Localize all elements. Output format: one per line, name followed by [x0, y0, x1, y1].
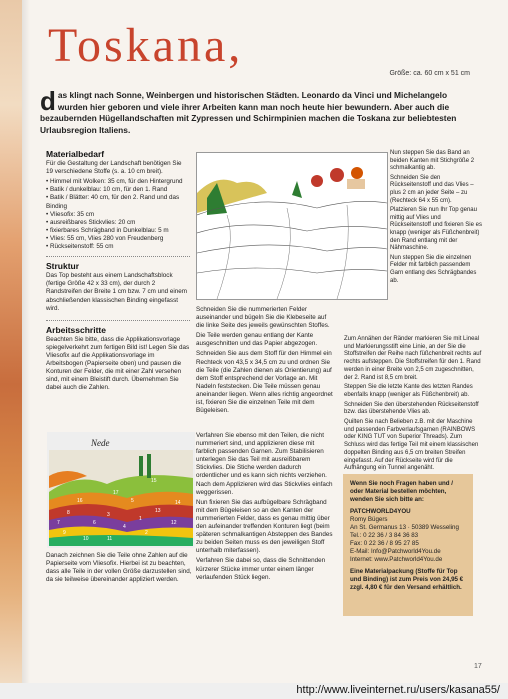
middle-paragraph: Verfahren Sie dabei so, dass die Schnittenden kürzerer Stücke immer unter einem länger verlaufenden Stück liegen. — [196, 557, 326, 581]
arbeit-heading: Arbeitsschritte — [46, 324, 106, 335]
material-item: • Himmel mit Wolken: 35 cm, für den Hintergrund — [46, 178, 190, 186]
quilt-number: 17 — [113, 490, 119, 496]
divider — [46, 315, 190, 321]
info-web[interactable]: Internet: www.Patchworld4You.de — [350, 556, 443, 563]
material-item: • ausreißbares Stickvlies: 20 cm — [46, 219, 190, 227]
struktur-heading: Struktur — [46, 261, 80, 272]
quilt-number: 14 — [175, 500, 181, 506]
right-paragraph: Schneiden Sie den Rückseitenstoff und das Vlies – plus 2 cm an jeder Seite – zu (Rechteck 64 x 55 cm). — [390, 174, 474, 204]
middle-column-lower — [196, 432, 334, 584]
info-name: Romy Bügers — [350, 516, 388, 523]
material-heading: Materialbedarf — [46, 149, 105, 159]
quilt-number: 13 — [155, 508, 161, 514]
info-email[interactable]: E-Mail: Info@Patchworld4You.de — [350, 548, 441, 555]
struktur-text: Das Top besteht aus einem Landschaftsblock (fertige Größe 42 x 33 cm), der durch 2 Randstreifen der Breite 1 cm bzw. 7 cm und einem abschließenden klassischen Binding eingefasst wird. — [46, 272, 188, 312]
quilt-number: 10 — [83, 536, 89, 542]
size-label: Größe: ca. 60 cm x 51 cm — [389, 70, 470, 77]
quilt-image — [47, 432, 195, 548]
middle-paragraph: Nun fixieren Sie das aufbügelbare Schrägband mit dem Bügeleisen so an den Kanten der nummerierten Felder, dass es genau mittig über den aufeinander treffenden Konturen liegt (beim späteren schmalkantigen Absteppen des Bandes zu beiden Seiten muss es den jeweiligen Stoff unterhalb miterfassen). — [196, 498, 333, 555]
middle-paragraph: Verfahren Sie ebenso mit den Teilen, die nicht nummeriert sind, und applizieren diese mit farblich passenden Garnen. Zum Stabilisieren unterlegen Sie das Teil mit ausreißbarem Stickvlies. Die Stiche werden dadurch ordentlicher und es kann sich nichts verziehen. Nach dem Applizieren wird das Stickvlies einfach weggerissen. — [196, 432, 333, 496]
quilt-number: 4 — [123, 524, 126, 530]
quilt-label: Nede — [91, 438, 110, 448]
arbeit-bottom-text: Danach zeichnen Sie die Teile ohne Zahlen auf die Papierseite vom Vliesofix. Hierbei ist zu beachten, dass alle Teile in der vollen Größe darzustellen sind, da sie teilweise übereinander appliziert werden. — [46, 552, 192, 584]
info-intro: Wenn Sie noch Fragen haben und / oder Material bestellen möchten, wenden Sie sich bitte an: — [350, 480, 454, 503]
right-paragraph: Quilten Sie nach Belieben z.B. mit der Maschine und passenden Farbverlaufsgarnen (RAINBOWS oder KING TUT von Superior Threads). Zum Schluss wird das fertige Teil mit einem klassischen doppelten Binding aus 6,5 cm breiten Streifen eingefasst. Auf der Rückseite wird für die Aufhängung ein Tunnel angenäht. — [344, 419, 479, 472]
quilt-number: 11 — [107, 536, 113, 542]
left-column — [46, 150, 190, 394]
material-item: • fixierbares Schrägband in Dunkelblau: 5 m — [46, 227, 190, 235]
material-item: • Vlies: 55 cm, Vlies 280 von Freudenberg — [46, 235, 190, 243]
right-column — [390, 150, 482, 287]
material-item: • Batik / dunkelblau: 10 cm, für den 1. Rand — [46, 186, 190, 194]
quilt-number: 16 — [77, 498, 83, 504]
quilt-number: 8 — [67, 510, 70, 516]
info-tel: Tel.: 0 22 36 / 3 84 36 83 — [350, 532, 419, 539]
right-paragraph: Zum Annähen der Ränder markieren Sie mit Lineal und Markierungsstift eine Linie, an der Sie die Stoffstreifen der Reihe nach füßchenbreit rechts auf rechts aufsteppen. Die Stoffstreifen für den 1. Rand werden in einer Breite von 2,5 cm zugeschnitten, der 2. Rand ist 8,5 cm breit. — [344, 336, 482, 381]
material-item: • Vliesofix: 35 cm — [46, 211, 190, 219]
middle-paragraph: Schneiden Sie aus dem Stoff für den Himmel ein Rechteck von 43,5 x 34,5 cm zu und ordnen Sie die Teile (die Zahlen dienen als Orientierung) auf dem Stoff entsprechend der Vorlage an. Mit Nadeln feststecken. Die Teile müssen genau aneinander liegen. Wenn alles richtig angeordnet ist, fixieren Sie die einzelnen Teile mit dem Bügeleisen. — [196, 350, 333, 415]
quilt-number: 2 — [145, 530, 148, 536]
quilt-number: 12 — [171, 520, 177, 526]
quilt-number: 3 — [107, 512, 110, 518]
right-paragraph: Platzieren Sie nun Ihr Top genau mittig auf Vlies und Rückseitenstoff und fixieren Sie es knapp (weniger als Füßchenbreit) den Rand entlang mit der Nähmaschine. — [390, 207, 482, 252]
right-paragraph: Steppen Sie die letzte Kante des letzten Randes ebenfalls knapp (weniger als Füßchenbreit) ab. — [344, 384, 473, 398]
right-paragraph: Nun steppen Sie das Band an beiden Kanten mit Stichgröße 2 schmalkantig ab. — [390, 150, 475, 172]
quilt-drawing — [47, 432, 195, 548]
info-fax: Fax: 0 22 36 / 8 95 27 85 — [350, 540, 419, 547]
quilt-number: 7 — [57, 520, 60, 526]
footer-url[interactable]: http://www.liveinternet.ru/users/kasana55/ — [296, 684, 500, 696]
info-pack: Eine Materialpackung (Stoffe für Top und Binding) ist zum Preis von 24,95 € zzgl. 4,80 € für den Versand erhältlich. — [350, 568, 464, 591]
landscape-drawing — [197, 153, 387, 299]
material-list — [46, 178, 190, 251]
page-title: Toskana, — [48, 19, 244, 72]
quilt-number: 15 — [151, 478, 157, 484]
right-paragraph: Nun steppen Sie die einzelnen Felder mit farblich passendem Garn entlang des Schrägbandes ab. — [390, 254, 477, 284]
footer-bar — [0, 683, 508, 699]
drop-cap: d — [40, 86, 56, 116]
arbeit-text: Beachten Sie bitte, dass die Applikationsvorlage spiegelverkehrt zum fertigen Bild ist! Legen Sie das Vliesofix auf die Applikationsvorlage im Arbeitsbogen (Papierseite oben) und pausen die Konturen der Felder, die mit einer Zahl versehen sind, mit einem Bleistift durch. Übernehmen Sie dabei auch die Zahlen. — [46, 335, 190, 392]
info-box — [343, 474, 473, 616]
middle-paragraph: Schneiden Sie die nummerierten Felder auseinander und bügeln Sie die Klebeseite auf die linke Seite des jeweils gewünschten Stoffes. — [196, 306, 330, 330]
quilt-number: 9 — [63, 530, 66, 536]
intro-text: as klingt nach Sonne, Weinbergen und historischen Städten. Leonardo da Vinci und Michelangelo wurden hier geboren und viele ihrer Arbeiten kann man noch heute hier bewundern. Aber auch die bezaubernden Hügellandschaften mit Zypressen und Schirmpinien machen die Toskana zur beliebtesten Urlaubsregion Italiens. — [40, 90, 457, 135]
landscape-illustration — [196, 152, 388, 300]
right-paragraph: Schneiden Sie den überstehenden Rückseitenstoff bzw. das überstehende Vlies ab. — [344, 401, 479, 416]
decorative-edge-strip — [0, 0, 22, 699]
quilt-number: 6 — [93, 520, 96, 526]
divider — [46, 251, 190, 257]
material-item: • Batik / Blätter: 40 cm, für den 2. Rand und das Binding — [46, 194, 190, 210]
page-number: 17 — [474, 663, 482, 670]
middle-paragraph: Die Teile werden genau entlang der Kante ausgeschnitten und das Papier abgezogen. — [196, 332, 318, 348]
left-column-bottom — [46, 552, 192, 586]
quilt-number: 1 — [139, 516, 142, 522]
material-text: Für die Gestaltung der Landschaft benötigen Sie 19 verschiedene Stoffe (s. a. 10 cm breit). — [46, 160, 182, 176]
page-shadow — [22, 0, 30, 699]
right-column-lower — [344, 336, 482, 475]
intro-paragraph — [40, 86, 470, 136]
material-item: • Rückseitenstoff: 55 cm — [46, 243, 190, 251]
quilt-number: 5 — [131, 498, 134, 504]
info-company: PATCHWORLD4YOU — [350, 508, 411, 515]
middle-column — [196, 306, 336, 417]
info-address: An St. Germanus 13 · 50389 Wesseling — [350, 524, 459, 531]
